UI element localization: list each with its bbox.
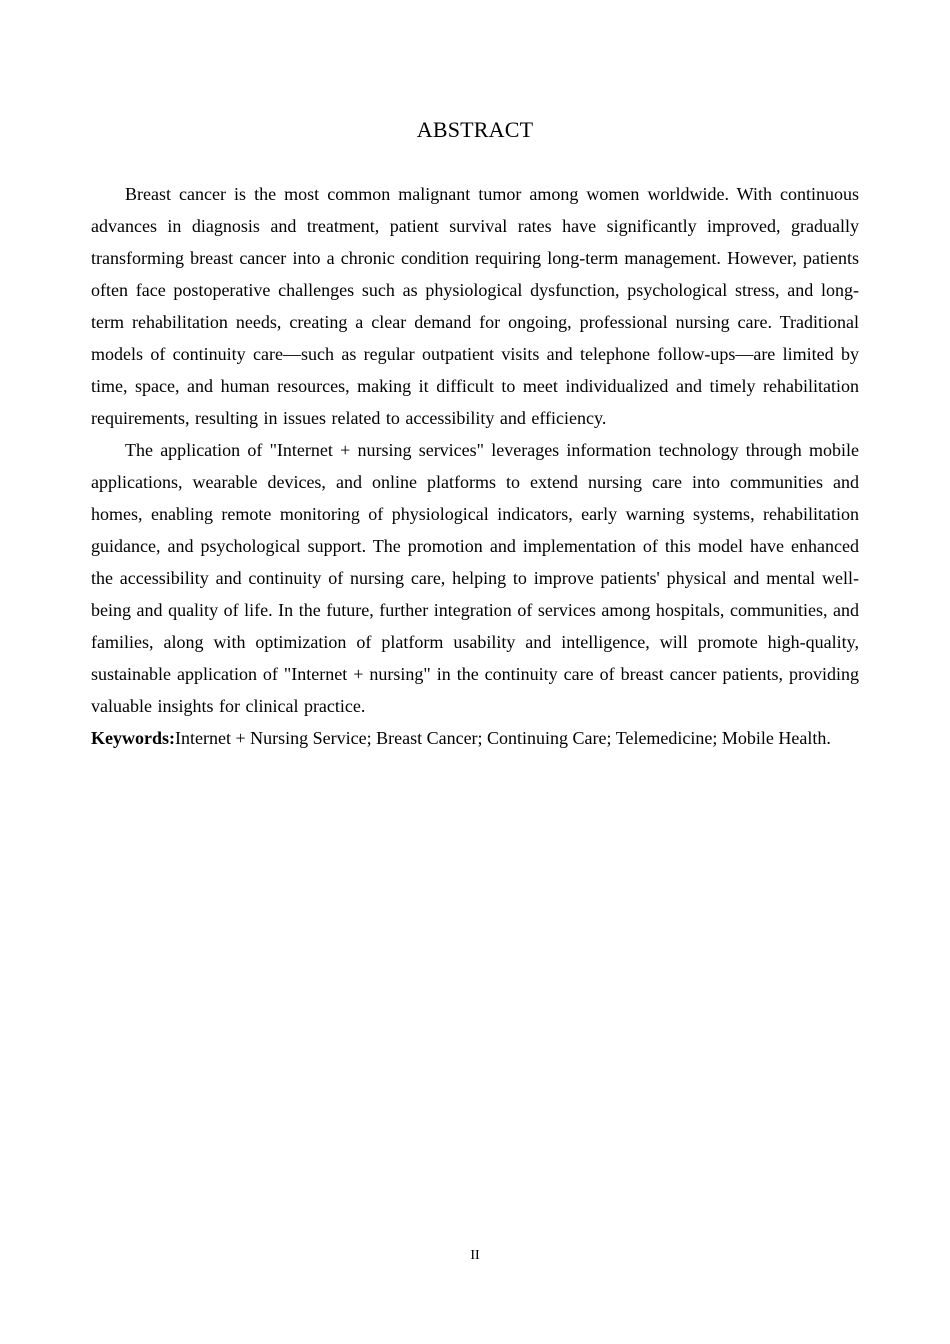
keywords-label: Keywords: xyxy=(91,728,175,748)
abstract-paragraph-2: The application of "Internet + nursing services" leverages information technology through mobile applications, wearable devices, and online platforms to extend nursing care into communities and homes, enabling remote monitoring of physiological indicators, early warning systems, rehabilitation guidance, and psychological support. The promotion and implementation of this model have enhanced the accessibility and continuity of nursing care, helping to improve patients' physical and mental well-being and quality of life. In the future, further integration of services among hospitals, communities, and families, along with optimization of platform usability and intelligence, will promote high-quality, sustainable application of "Internet + nursing" in the continuity care of breast cancer patients, providing valuable insights for clinical practice. xyxy=(91,440,859,716)
abstract-paragraph-1: Breast cancer is the most common malignant tumor among women worldwide. With continuous advances in diagnosis and treatment, patient survival rates have significantly improved, gradually transforming breast cancer into a chronic condition requiring long-term management. However, patients often face postoperative challenges such as physiological dysfunction, psychological stress, and long-term rehabilitation needs, creating a clear demand for ongoing, professional nursing care. Traditional models of continuity care—such as regular outpatient visits and telephone follow-ups—are limited by time, space, and human resources, making it difficult to meet individualized and timely rehabilitation requirements, resulting in issues related to accessibility and efficiency. xyxy=(91,184,859,428)
abstract-title: ABSTRACT xyxy=(416,117,534,142)
keywords-line xyxy=(91,722,859,754)
page-number: II xyxy=(470,1248,480,1263)
abstract-body xyxy=(91,178,859,754)
keywords-text: Internet + Nursing Service; Breast Cancer; Continuing Care; Telemedicine; Mobile Health. xyxy=(175,728,831,748)
